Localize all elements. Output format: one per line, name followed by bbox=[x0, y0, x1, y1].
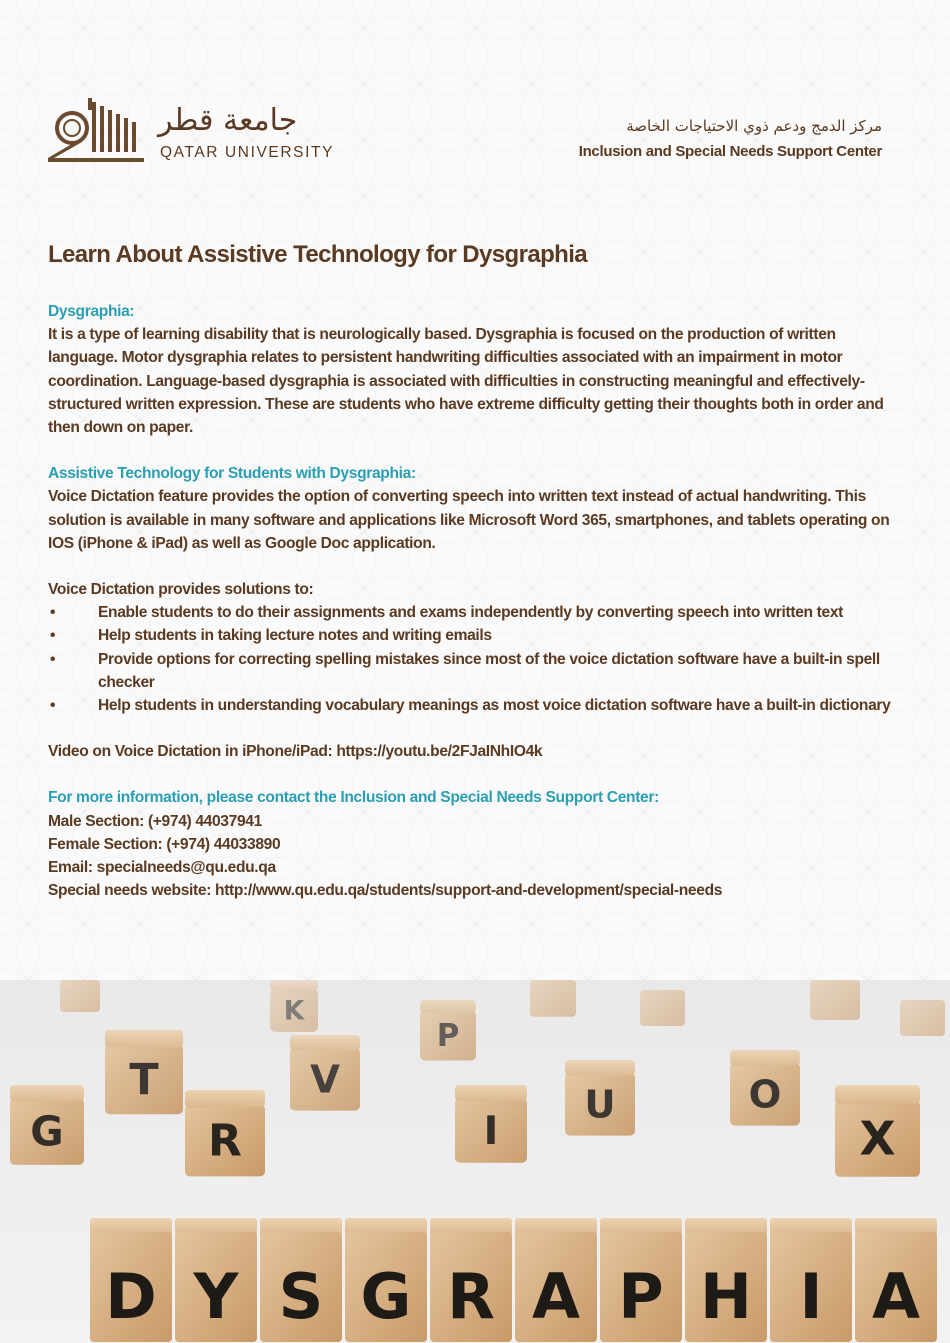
svg-text:R: R bbox=[208, 1115, 242, 1167]
word-letter-block bbox=[600, 1218, 682, 1342]
scattered-letter-block bbox=[420, 1000, 476, 1060]
list-item: • Help students in understanding vocabulary meanings as most voice dictation software have a built-in dictionary bbox=[48, 694, 908, 717]
scattered-letter-block bbox=[730, 1050, 800, 1126]
logo-arabic-text: جامعة قطر bbox=[158, 103, 298, 138]
video-link[interactable]: Video on Voice Dictation in iPhone/iPad: https://youtu.be/2FJaINhIO4k bbox=[48, 743, 543, 761]
svg-text:T: T bbox=[129, 1054, 159, 1105]
scattered-letter-block bbox=[10, 1085, 84, 1165]
list-item: • Enable students to do their assignments and exams independently by converting speech into written text bbox=[48, 601, 908, 624]
scattered-letter-block bbox=[455, 1085, 527, 1163]
qatar-university-logo-icon bbox=[48, 98, 144, 162]
logo-english-text: QATAR UNIVERSITY bbox=[160, 144, 335, 161]
word-letter-block bbox=[430, 1218, 512, 1342]
svg-text:A: A bbox=[872, 1260, 920, 1333]
svg-text:G: G bbox=[30, 1107, 64, 1156]
svg-text:P: P bbox=[618, 1260, 664, 1333]
background-block bbox=[60, 980, 100, 1012]
svg-text:R: R bbox=[447, 1260, 495, 1333]
background-block bbox=[900, 1000, 945, 1036]
scattered-letter-block bbox=[105, 1030, 183, 1114]
word-letter-block bbox=[90, 1218, 172, 1342]
svg-text:K: K bbox=[283, 995, 305, 1027]
svg-text:U: U bbox=[584, 1082, 616, 1128]
scattered-letter-block bbox=[835, 1085, 920, 1177]
svg-text:P: P bbox=[436, 1017, 460, 1054]
svg-text:A: A bbox=[532, 1260, 580, 1333]
dysgraphia-section bbox=[48, 300, 908, 439]
solutions-list bbox=[48, 601, 908, 717]
scattered-letter-block bbox=[565, 1060, 635, 1136]
svg-text:H: H bbox=[700, 1260, 752, 1333]
background-block bbox=[530, 980, 576, 1017]
contact-heading: For more information, please contact the Inclusion and Special Needs Support Center: bbox=[48, 789, 659, 807]
assistive-section bbox=[48, 462, 908, 555]
svg-text:Y: Y bbox=[193, 1260, 239, 1333]
dysgraphia-blocks-photo bbox=[0, 980, 950, 1343]
center-name-arabic: مركز الدمج ودعم ذوي الاحتياجات الخاصة bbox=[626, 117, 882, 135]
solutions-section bbox=[48, 578, 908, 717]
solutions-intro: Voice Dictation provides solutions to: bbox=[48, 581, 314, 599]
svg-text:D: D bbox=[105, 1260, 157, 1333]
bullet-icon: • bbox=[50, 627, 56, 645]
center-name-english: Inclusion and Special Needs Support Center bbox=[578, 143, 882, 160]
dysgraphia-body: It is a type of learning disability that is neurologically based. Dysgraphia is focused on the production of written language. Motor dysgraphia relates to persistent handwriting difficulties associated with an impairment in motor coordination. Language-based dysgraphia is associated with difficulties in constructing meaningful and effectively-structured written expression. These are students who have extreme difficulty getting their thoughts both in order and then down on paper. bbox=[48, 326, 884, 437]
svg-text:G: G bbox=[360, 1260, 412, 1333]
scattered-letter-block bbox=[270, 980, 318, 1032]
assistive-heading: Assistive Technology for Students with Dysgraphia: bbox=[48, 465, 416, 483]
bullet-icon: • bbox=[50, 604, 56, 622]
word-letter-block bbox=[855, 1218, 937, 1342]
word-letter-block bbox=[260, 1218, 342, 1342]
background-block bbox=[640, 990, 685, 1026]
svg-text:I: I bbox=[799, 1260, 823, 1333]
male-section-phone: Male Section: (+974) 44037941 bbox=[48, 812, 262, 830]
female-section-phone: Female Section: (+974) 44033890 bbox=[48, 835, 281, 853]
word-letter-block bbox=[770, 1218, 852, 1342]
svg-text:O: O bbox=[748, 1072, 782, 1118]
list-item: • Provide options for correcting spelling mistakes since most of the voice dictation software have a built-in spell checker bbox=[48, 648, 908, 694]
word-letter-block bbox=[345, 1218, 427, 1342]
page-title: Learn About Assistive Technology for Dysgraphia bbox=[48, 241, 588, 268]
bullet-icon: • bbox=[50, 697, 56, 715]
contact-email[interactable]: Email: specialneeds@qu.edu.qa bbox=[48, 859, 276, 877]
video-section bbox=[48, 740, 908, 763]
contact-section bbox=[48, 786, 908, 902]
website-link[interactable]: Special needs website: http://www.qu.edu.qa/students/support-and-development/special-needs bbox=[48, 882, 723, 900]
svg-text:S: S bbox=[278, 1260, 324, 1333]
word-letter-block bbox=[175, 1218, 257, 1342]
svg-text:V: V bbox=[310, 1057, 340, 1103]
scattered-letter-block bbox=[290, 1035, 360, 1111]
svg-text:X: X bbox=[859, 1112, 896, 1167]
list-item: • Help students in taking lecture notes and writing emails bbox=[48, 624, 908, 647]
header bbox=[0, 0, 950, 200]
word-letter-block bbox=[685, 1218, 767, 1342]
assistive-body: Voice Dictation feature provides the option of converting speech into written text instead of actual handwriting. This solution is available in many software and applications like Microsoft Word 365, smartphones, and tablets operating on IOS (iPhone & iPad) as well as Google Doc application. bbox=[48, 488, 890, 552]
bullet-icon: • bbox=[50, 650, 56, 668]
background-block bbox=[810, 980, 860, 1020]
main-content bbox=[48, 238, 908, 902]
dysgraphia-heading: Dysgraphia: bbox=[48, 303, 135, 320]
svg-text:I: I bbox=[483, 1108, 499, 1155]
scattered-letter-block bbox=[185, 1090, 265, 1176]
word-letter-block bbox=[515, 1218, 597, 1342]
